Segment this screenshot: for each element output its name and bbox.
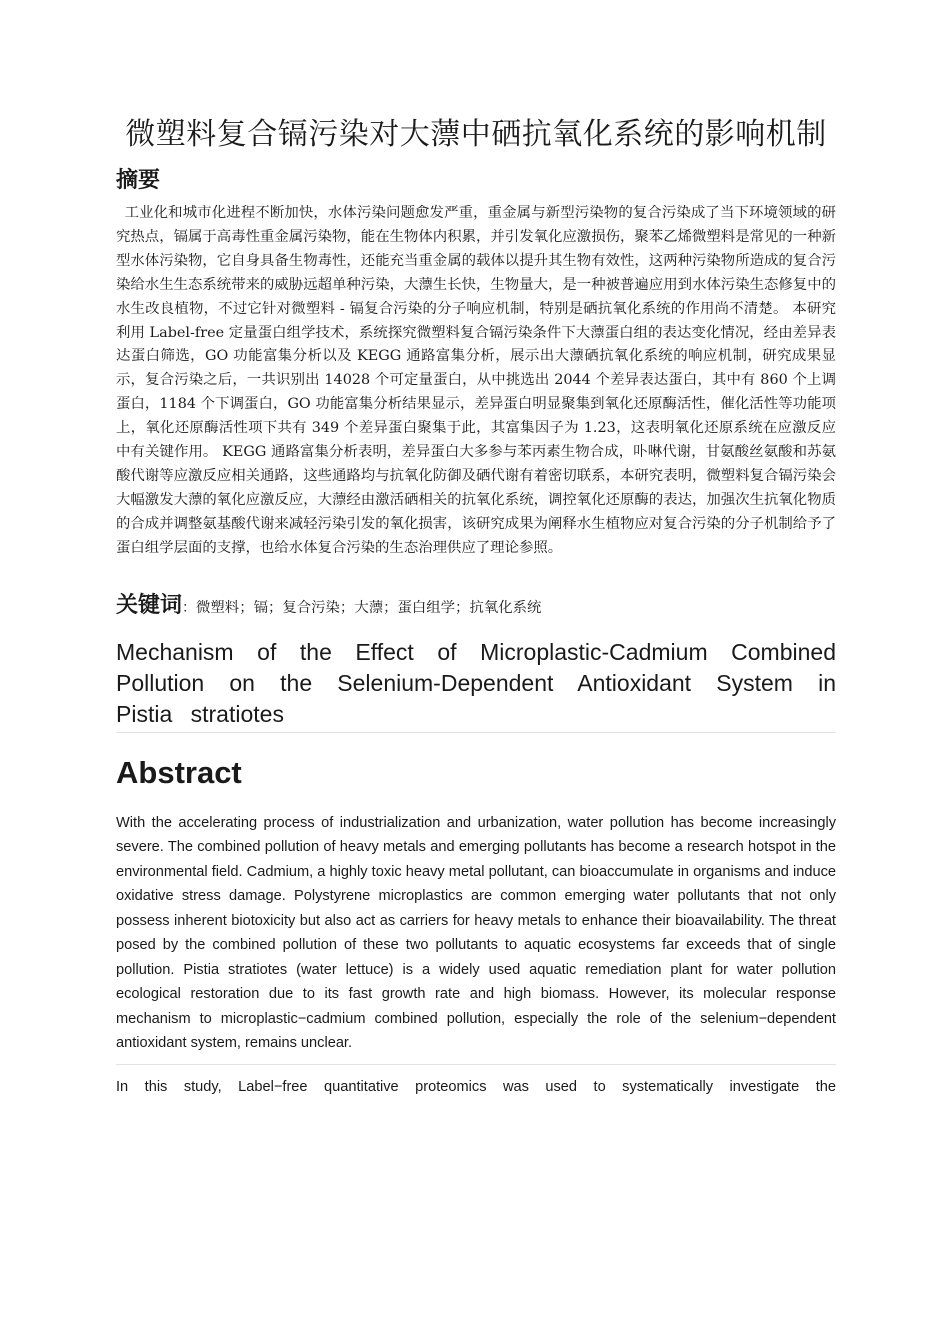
keywords-label: 关键词 (116, 592, 183, 618)
keywords-list: 微塑料；镉；复合污染；大薸；蛋白组学；抗氧化系统 (196, 599, 542, 616)
keywords-line (116, 591, 836, 623)
document-page (116, 114, 836, 1099)
english-abstract-heading: Abstract (116, 754, 242, 790)
chinese-abstract-body: 工业化和城市化进程不断加快，水体污染问题愈发严重，重金属与新型污染物的复合污染成了当下环境领域的研究热点，镉属于高毒性重金属污染物，能在生物体内积累，并引发氧化应激损伤，聚苯乙烯微塑料是常见的一种新型水体污染物，它自身具备生物毒性，还能充当重金属的载体以提升其生物有效性，这两种污染物所造成的复合污染给水生生态系统带来的威胁远超单种污染，大薸生长快，生物量大，是一种被普遍应用到水体污染生态修复中的水生改良植物，不过它针对微塑料 - 镉复合污染的分子响应机制，特别是硒抗氧化系统的作用尚不清楚。 本研究利用 Label-free 定量蛋白组学技术，系统探究微塑料复合镉污染条件下大薸蛋白组的表达变化情况，经由差异表达蛋白筛选，GO 功能富集分析以及 KEGG 通路富集分析，展示出大薸硒抗氧化系统的响应机制，研究成果显示，复合污染之后，一共识别出 14028 个可定量蛋白，从中挑选出 2044 个差异表达蛋白，其中有 860 个上调蛋白，1184 个下调蛋白，GO 功能富集分析结果显示，差异蛋白明显聚集到氧化还原酶活性，催化活性等功能项上，氧化还原酶活性项下共有 349 个差异蛋白聚集于此，其富集因子为 1.23，这表明氧化还原系统在应激反应中有关键作用。 KEGG 通路富集分析表明，差异蛋白大多参与苯丙素生物合成，卟啉代谢，甘氨酸丝氨酸和苏氨酸代谢等应激反应相关通路，这些通路均与抗氧化防御及硒代谢有着密切联系，本研究表明，微塑料复合镉污染会大幅激发大薸的氧化应激反应，大薸经由激活硒相关的抗氧化系统，调控氧化还原酶的表达，加强次生抗氧化物质的合成并调整氨基酸代谢来减轻污染引发的氧化损害，该研究成果为阐释水生植物应对复合污染的分子机制给予了蛋白组学层面的支撑，也给水体复合污染的生态治理供应了理论参照。 (116, 205, 836, 556)
english-abstract-body: With the accelerating process of industrialization and urbanization, water pollution has become increasingly severe. The combined pollution of heavy metals and emerging pollutants has become a research hotspot in the environmental field. Cadmium, a highly toxic heavy metal pollutant, can bioaccumulate in organisms and induce oxidative stress damage. Polystyrene microplastics are common emerging water pollutants that not only possess inherent biotoxicity but also act as carriers for heavy metals to enhance their bioavailability. The threat posed by the combined pollution of these two pollutants to aquatic ecosystems far exceeds that of single pollution. Pistia stratiotes (water lettuce) is a widely used aquatic remediation plant for water pollution ecological restoration due to its fast growth rate and high biomass. However, its molecular response mechanism to microplastic−cadmium combined pollution, especially the role of the selenium−dependent antioxidant system, remains unclear. (116, 811, 836, 1065)
keywords-separator: ： (182, 599, 197, 616)
chinese-title: 微塑料复合镉污染对大薸中硒抗氧化系统的影响机制 (125, 117, 827, 152)
english-abstract-body-continued: In this study, Label−free quantitative proteomics was used to systematically investigate the (116, 1078, 836, 1095)
chinese-abstract-heading: 摘要 (116, 168, 161, 193)
english-title: Mechanism of the Effect of Microplastic-Cadmium Combined Pollution on the Selenium-Dependent Antioxidant System in Pistia stratiotes (116, 637, 836, 733)
